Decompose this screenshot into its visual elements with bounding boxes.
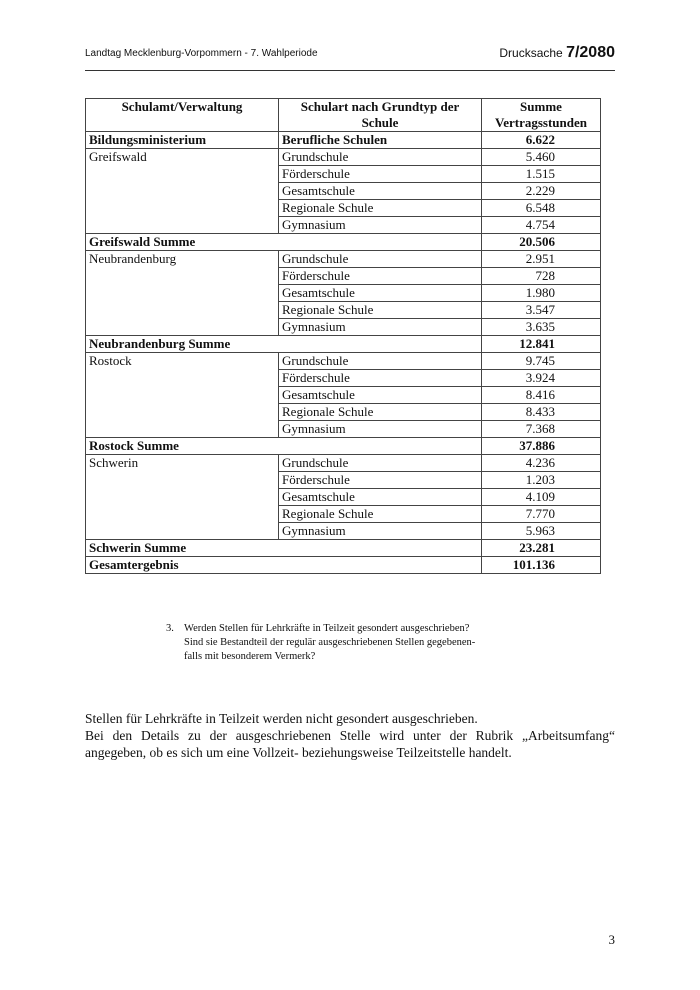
cell-school-type: Berufliche Schulen — [279, 132, 482, 149]
cell-office — [86, 183, 279, 200]
page-header — [85, 44, 615, 71]
table-row — [86, 319, 601, 336]
cell-value: 5.963 — [482, 523, 601, 540]
cell-value: 1.980 — [482, 285, 601, 302]
contract-hours-table — [85, 98, 601, 574]
cell-sum-value: 23.281 — [482, 540, 601, 557]
header-document-number: Drucksache 7/2080 — [499, 44, 615, 61]
cell-office — [86, 506, 279, 523]
cell-school-type: Gesamtschule — [279, 285, 482, 302]
table-row — [86, 455, 601, 472]
cell-school-type: Grundschule — [279, 455, 482, 472]
table-row — [86, 370, 601, 387]
cell-value: 3.635 — [482, 319, 601, 336]
cell-office — [86, 421, 279, 438]
cell-sum-label: Neubrandenburg Summe — [86, 336, 482, 353]
cell-value: 2.951 — [482, 251, 601, 268]
column-header-sum: Summe Vertragsstunden — [482, 99, 601, 132]
cell-school-type: Gymnasium — [279, 217, 482, 234]
table-row-region-sum — [86, 540, 601, 557]
question-number: 3. — [166, 623, 174, 634]
cell-value: 728 — [482, 268, 601, 285]
cell-value: 3.547 — [482, 302, 601, 319]
answer-block — [85, 710, 615, 761]
table-row — [86, 506, 601, 523]
cell-office: Bildungsministerium — [86, 132, 279, 149]
cell-sum-value: 37.886 — [482, 438, 601, 455]
header-parliament: Landtag Mecklenburg-Vorpommern - 7. Wahlperiode — [85, 48, 318, 59]
table-row — [86, 421, 601, 438]
cell-school-type: Regionale Schule — [279, 506, 482, 523]
column-header-school-type: Schulart nach Grundtyp der Schule — [279, 99, 482, 132]
cell-value: 6.548 — [482, 200, 601, 217]
cell-school-type: Förderschule — [279, 166, 482, 183]
table-row-ministry — [86, 132, 601, 149]
cell-school-type: Gesamtschule — [279, 387, 482, 404]
cell-school-type: Grundschule — [279, 353, 482, 370]
cell-value: 8.416 — [482, 387, 601, 404]
table-row — [86, 489, 601, 506]
table-row — [86, 472, 601, 489]
cell-office: Rostock — [86, 353, 279, 370]
table-row — [86, 200, 601, 217]
table-body — [86, 132, 601, 574]
cell-office: Neubrandenburg — [86, 251, 279, 268]
answer-paragraph: Stellen für Lehrkräfte in Teilzeit werden nicht gesondert ausgeschrieben. — [85, 711, 478, 726]
cell-value: 1.515 — [482, 166, 601, 183]
cell-office — [86, 489, 279, 506]
cell-value: 7.368 — [482, 421, 601, 438]
cell-value: 3.924 — [482, 370, 601, 387]
cell-sum-label: Schwerin Summe — [86, 540, 482, 557]
table-row-region-sum — [86, 234, 601, 251]
question-line: Sind sie Bestandteil der regulär ausgeschriebenen Stellen gegebenen- — [184, 637, 476, 648]
table-row — [86, 166, 601, 183]
column-header-office: Schulamt/Verwaltung — [86, 99, 279, 132]
cell-value: 4.109 — [482, 489, 601, 506]
cell-office — [86, 319, 279, 336]
cell-office — [86, 472, 279, 489]
cell-value: 8.433 — [482, 404, 601, 421]
cell-school-type: Grundschule — [279, 251, 482, 268]
cell-total-value: 101.136 — [482, 557, 601, 574]
cell-office — [86, 268, 279, 285]
cell-school-type: Regionale Schule — [279, 404, 482, 421]
cell-school-type: Förderschule — [279, 370, 482, 387]
table-row — [86, 285, 601, 302]
table-row — [86, 183, 601, 200]
cell-office — [86, 302, 279, 319]
table-row — [86, 387, 601, 404]
table-header-row — [86, 99, 601, 132]
cell-value: 2.229 — [482, 183, 601, 200]
table-row — [86, 404, 601, 421]
table-row — [86, 353, 601, 370]
cell-office — [86, 166, 279, 183]
cell-value: 4.236 — [482, 455, 601, 472]
cell-value: 1.203 — [482, 472, 601, 489]
question-line: falls mit besonderem Vermerk? — [184, 651, 316, 662]
cell-school-type: Gymnasium — [279, 523, 482, 540]
cell-value: 5.460 — [482, 149, 601, 166]
cell-office — [86, 285, 279, 302]
cell-sum-value: 12.841 — [482, 336, 601, 353]
table-row — [86, 302, 601, 319]
table-row — [86, 523, 601, 540]
table-row — [86, 268, 601, 285]
table-row — [86, 251, 601, 268]
cell-sum-label: Greifswald Summe — [86, 234, 482, 251]
cell-office — [86, 523, 279, 540]
cell-office — [86, 217, 279, 234]
cell-office — [86, 370, 279, 387]
table-row — [86, 149, 601, 166]
cell-office — [86, 404, 279, 421]
cell-school-type: Regionale Schule — [279, 302, 482, 319]
question-line: Werden Stellen für Lehrkräfte in Teilzeit gesondert ausgeschrieben? — [184, 623, 470, 634]
cell-school-type: Gesamtschule — [279, 183, 482, 200]
cell-sum-label: Rostock Summe — [86, 438, 482, 455]
cell-value: 6.622 — [482, 132, 601, 149]
cell-office — [86, 200, 279, 217]
cell-school-type: Förderschule — [279, 472, 482, 489]
table-row — [86, 217, 601, 234]
cell-value: 9.745 — [482, 353, 601, 370]
cell-school-type: Gesamtschule — [279, 489, 482, 506]
cell-total-label: Gesamtergebnis — [86, 557, 482, 574]
cell-school-type: Grundschule — [279, 149, 482, 166]
cell-school-type: Gymnasium — [279, 319, 482, 336]
question-block — [166, 622, 530, 664]
cell-sum-value: 20.506 — [482, 234, 601, 251]
cell-value: 7.770 — [482, 506, 601, 523]
cell-value: 4.754 — [482, 217, 601, 234]
cell-school-type: Regionale Schule — [279, 200, 482, 217]
table-row-region-sum — [86, 336, 601, 353]
cell-school-type: Gymnasium — [279, 421, 482, 438]
cell-office — [86, 387, 279, 404]
page-number: 3 — [608, 932, 615, 947]
cell-school-type: Förderschule — [279, 268, 482, 285]
answer-paragraph: Bei den Details zu der ausgeschriebenen Stelle wird unter der Rubrik „Arbeitsumfang“ angegeben, ob es sich um eine Vollzeit- beziehungsweise Teilzeitstelle handelt. — [85, 728, 615, 760]
cell-office: Greifswald — [86, 149, 279, 166]
table-row-total — [86, 557, 601, 574]
table-row-region-sum — [86, 438, 601, 455]
cell-office: Schwerin — [86, 455, 279, 472]
